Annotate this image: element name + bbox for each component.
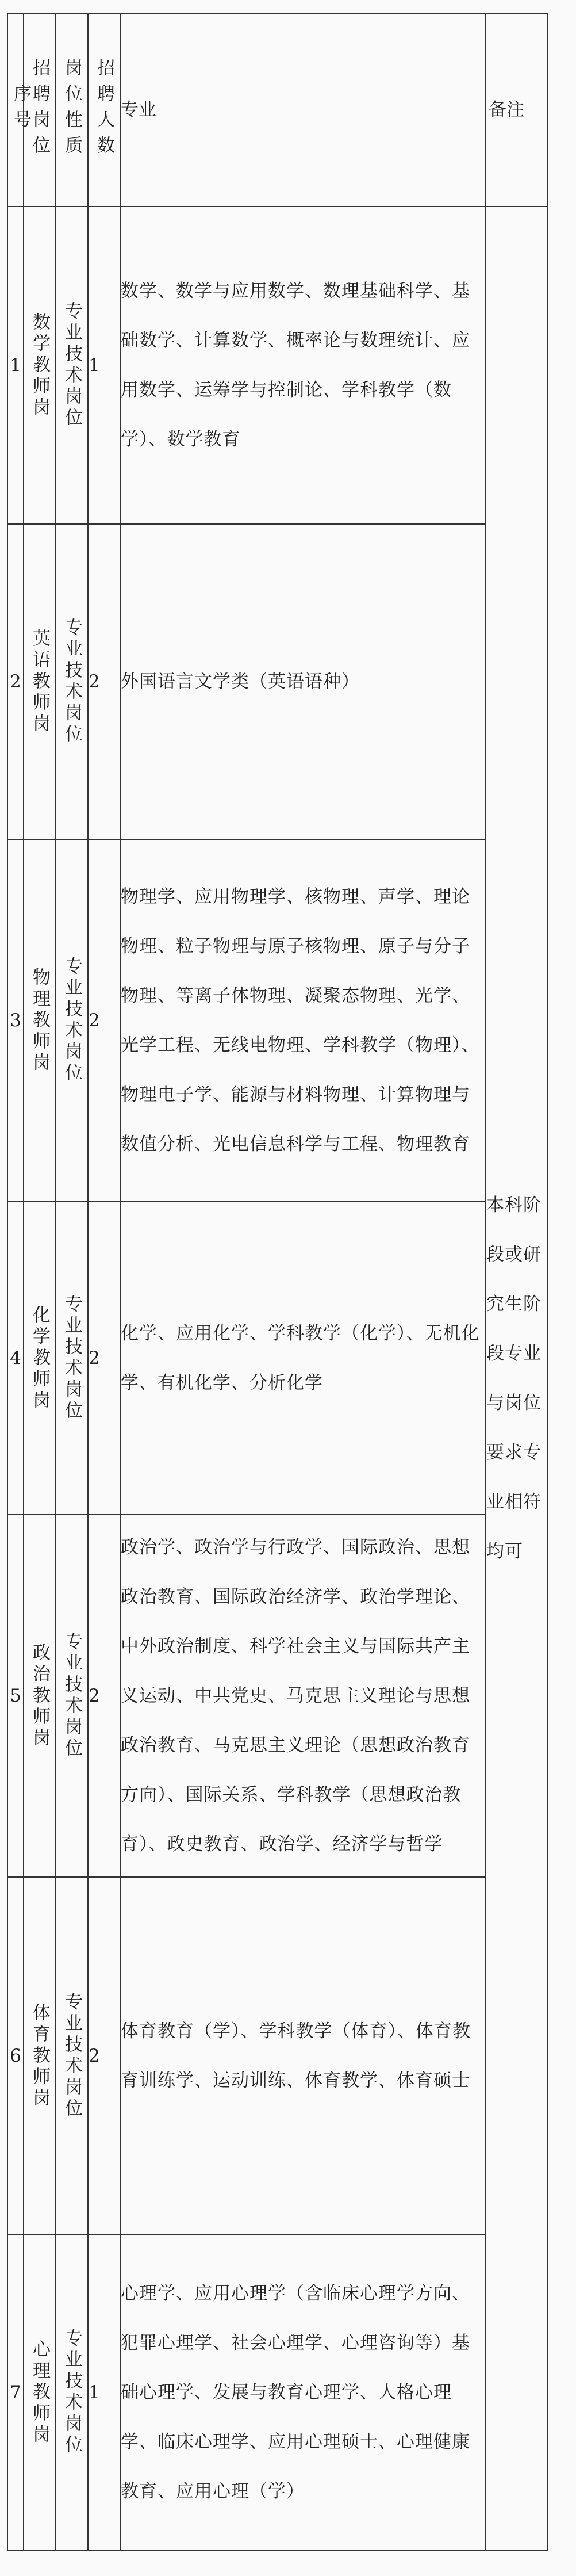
row-count: 1: [88, 207, 120, 524]
table-row: [7, 839, 548, 1202]
row-post: 数学教师岗: [24, 207, 56, 524]
row-post: 化学教师岗: [24, 1202, 56, 1515]
row-post: 体育教师岗: [24, 1877, 56, 2235]
row-nature: 专业技术岗位: [56, 1515, 88, 1877]
row-no: 5: [7, 1515, 24, 1877]
table-row: [7, 2235, 548, 2550]
table-row: [7, 1202, 548, 1515]
row-count: 2: [88, 1515, 120, 1877]
row-count: 1: [88, 2235, 120, 2550]
row-post: 心理教师岗: [24, 2235, 56, 2550]
row-no: 2: [7, 524, 24, 839]
table-row: [7, 1515, 548, 1877]
table-row: [7, 524, 548, 839]
row-post: 英语教师岗: [24, 524, 56, 839]
header-nature: 岗位性质: [56, 13, 88, 207]
row-no: 7: [7, 2235, 24, 2550]
row-nature: 专业技术岗位: [56, 207, 88, 524]
row-nature: 专业技术岗位: [56, 839, 88, 1202]
row-major: 外国语言文学类（英语语种）: [120, 524, 486, 839]
table-row: [7, 1877, 548, 2235]
row-major: 体育教育（学）、学科教学（体育）、体育教育训练学、运动训练、体育教学、体育硕士: [120, 1877, 486, 2235]
row-count: 2: [88, 1202, 120, 1515]
row-post: 政治教师岗: [24, 1515, 56, 1877]
row-count: 2: [88, 524, 120, 839]
row-count: 2: [88, 1877, 120, 2235]
row-count: 2: [88, 839, 120, 1202]
row-major: 数学、数学与应用数学、数理基础科学、基础数学、计算数学、概率论与数理统计、应用数学、运筹学与控制论、学科教学（数学）、数学教育: [120, 207, 486, 524]
row-no: 4: [7, 1202, 24, 1515]
remark-cell: 本科阶段或研究生阶段专业与岗位要求专业相符均可: [486, 207, 548, 2550]
row-major: 政治学、政治学与行政学、国际政治、思想政治教育、国际政治经济学、政治学理论、中外政治制度、科学社会主义与国际共产主义运动、中共党史、马克思主义理论与思想政治教育、马克思主义理论（思想政治教育方向）、国际关系、学科教学（思想政治教育）、政史教育、政治学、经济学与哲学: [120, 1515, 486, 1877]
table-row: [7, 207, 548, 524]
row-nature: 专业技术岗位: [56, 524, 88, 839]
row-nature: 专业技术岗位: [56, 2235, 88, 2550]
header-row: [7, 13, 548, 207]
row-post: 物理教师岗: [24, 839, 56, 1202]
row-nature: 专业技术岗位: [56, 1877, 88, 2235]
row-nature: 专业技术岗位: [56, 1202, 88, 1515]
row-major: 物理学、应用物理学、核物理、声学、理论物理、粒子物理与原子核物理、原子与分子物理、等离子体物理、凝聚态物理、光学、光学工程、无线电物理、学科教学（物理）、物理电子学、能源与材料物理、计算物理与数值分析、光电信息科学与工程、物理教育: [120, 839, 486, 1202]
header-major: 专业: [120, 13, 486, 207]
recruitment-table: [7, 13, 548, 2551]
row-no: 1: [7, 207, 24, 524]
row-major: 心理学、应用心理学（含临床心理学方向、犯罪心理学、社会心理学、心理咨询等）基础心理学、发展与教育心理学、人格心理学、临床心理学、应用心理硕士、心理健康教育、应用心理（学）: [120, 2235, 486, 2550]
header-note: 备注: [486, 13, 548, 207]
row-major: 化学、应用化学、学科教学（化学）、无机化学、有机化学、分析化学: [120, 1202, 486, 1515]
header-post: 招聘岗位: [24, 13, 56, 207]
row-no: 6: [7, 1877, 24, 2235]
row-no: 3: [7, 839, 24, 1202]
header-no: 序号: [7, 13, 24, 207]
header-count: 招聘人数: [88, 13, 120, 207]
